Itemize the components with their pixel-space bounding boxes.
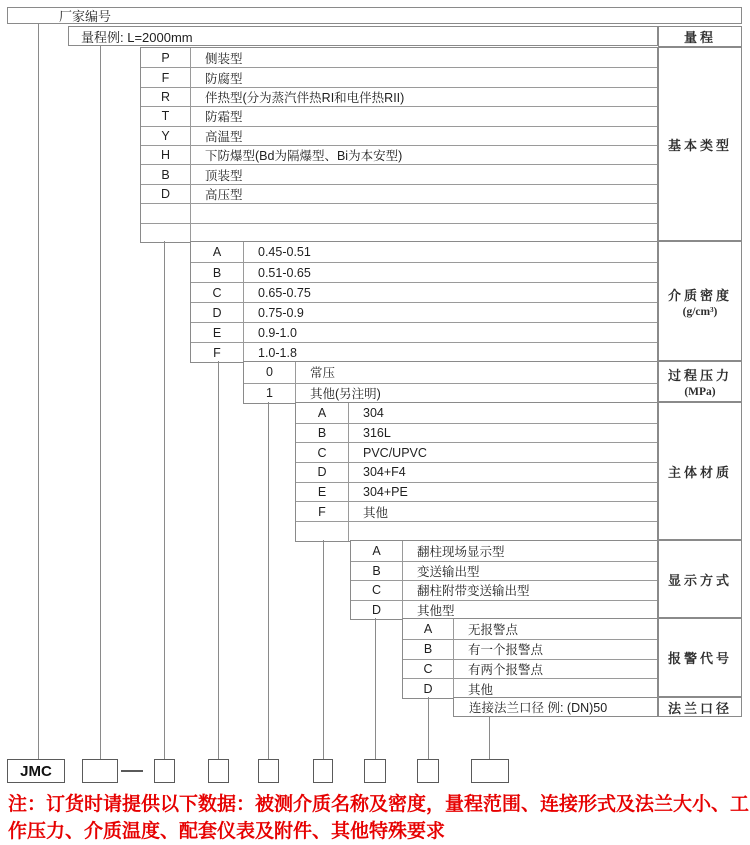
model-box-alarm: [417, 759, 439, 783]
table-row: [296, 462, 657, 482]
code-cell: F: [296, 502, 349, 521]
table-row: [141, 87, 657, 106]
label-display-mode: 显示方式: [658, 540, 742, 618]
section-display-mode: [350, 540, 658, 620]
desc-cell: [349, 522, 657, 541]
section-flange-size: [453, 697, 658, 717]
flange-desc: 连接法兰口径 例: (DN)50: [469, 701, 608, 715]
desc-cell: 无报警点: [468, 622, 519, 637]
model-prefix-box: JMC: [7, 759, 65, 783]
model-box-basic-type: [154, 759, 175, 783]
model-box-density: [208, 759, 229, 783]
table-row: [351, 580, 657, 600]
code-cell: D: [403, 679, 454, 698]
table-row: [191, 242, 657, 262]
table-row: [244, 383, 657, 404]
desc-cell: 翻柱附带变送输出型: [417, 584, 530, 599]
table-row: [403, 678, 657, 698]
desc-cell: 防腐型: [205, 71, 243, 86]
code-cell: D: [351, 601, 403, 620]
table-row: [296, 482, 657, 502]
ordering-note: 注：订货时请提供以下数据：被测介质名称及密度，量程范围、连接形式及法兰大小、工作压力、介质温度、配套仪表及附件、其他特殊要求: [8, 794, 750, 842]
connector-flange: [489, 717, 490, 759]
table-row-empty: [296, 521, 657, 541]
label-body-material: 主体材质: [658, 402, 742, 540]
table-row: [351, 600, 657, 620]
code-cell: B: [351, 562, 403, 581]
label-basic-type: 基本类型: [658, 47, 742, 241]
code-cell: A: [351, 541, 403, 561]
code-cell: A: [191, 242, 244, 262]
table-row: [141, 67, 657, 86]
desc-cell: 变送输出型: [417, 564, 480, 579]
desc-cell: 高压型: [205, 187, 243, 202]
desc-cell: 下防爆型(Bd为隔爆型、Bi为本安型): [205, 149, 403, 164]
model-box-pressure: [258, 759, 279, 783]
model-box-range: [82, 759, 118, 783]
label-medium-density: 介质密度 (g/cm³): [658, 241, 742, 361]
desc-cell: 0.65-0.75: [258, 285, 311, 300]
code-cell: B: [403, 640, 454, 659]
label-range: 量程: [658, 26, 742, 47]
code-cell: 0: [244, 362, 296, 383]
connector-range: [100, 46, 101, 759]
desc-cell: [191, 224, 657, 242]
section-basic-type: [140, 47, 658, 243]
connector-manufacturer: [38, 23, 39, 759]
code-cell: P: [141, 48, 191, 67]
table-row: [141, 48, 657, 67]
section-body-material: [295, 402, 658, 542]
table-row: [141, 164, 657, 183]
code-cell: R: [141, 88, 191, 106]
code-cell: D: [296, 463, 349, 482]
table-row: [191, 322, 657, 342]
code-cell: F: [191, 343, 244, 362]
manufacturer-code-label: 厂家编号: [59, 9, 112, 24]
code-cell: B: [191, 263, 244, 282]
desc-cell: 翻柱现场显示型: [417, 544, 505, 559]
range-example-box: [68, 26, 658, 46]
table-row: [141, 106, 657, 125]
code-cell: A: [403, 619, 454, 639]
connector-display: [375, 618, 376, 759]
desc-cell: 0.75-0.9: [258, 305, 304, 320]
code-cell: C: [191, 283, 244, 302]
desc-cell: 0.9-1.0: [258, 325, 297, 340]
desc-cell: 0.51-0.65: [258, 265, 311, 280]
desc-cell: 防霜型: [205, 110, 243, 125]
connector-density: [218, 361, 219, 759]
desc-cell: 304+PE: [363, 485, 408, 500]
label-process-pressure: 过程压力 (MPa): [658, 361, 742, 402]
table-row: [296, 403, 657, 423]
connector-basic-type: [164, 241, 165, 759]
code-cell: A: [296, 403, 349, 423]
table-row: [244, 362, 657, 383]
table-row: [351, 561, 657, 581]
table-row: [403, 639, 657, 659]
code-cell: B: [296, 424, 349, 443]
code-cell: E: [191, 323, 244, 342]
desc-cell: 侧装型: [205, 51, 243, 66]
code-cell: B: [141, 165, 191, 183]
desc-cell: 316L: [363, 426, 391, 441]
connector-pressure: [268, 402, 269, 759]
code-cell: H: [141, 146, 191, 164]
connector-alarm: [428, 697, 429, 759]
model-dash: [121, 770, 143, 772]
manufacturer-code-box: [7, 7, 742, 24]
table-row: [296, 442, 657, 462]
desc-cell: 其他型: [417, 603, 455, 618]
desc-cell: [191, 204, 657, 222]
code-cell: [296, 522, 349, 541]
code-cell: D: [191, 303, 244, 322]
desc-cell: 有一个报警点: [468, 643, 544, 658]
label-alarm-code: 报警代号: [658, 618, 742, 697]
table-row: [141, 145, 657, 164]
code-cell: T: [141, 107, 191, 125]
table-row: [296, 423, 657, 443]
desc-cell: 有两个报警点: [468, 662, 544, 677]
density-unit: (g/cm³): [682, 305, 718, 318]
table-row-empty: [141, 223, 657, 242]
label-flange-size: 法兰口径: [658, 697, 742, 717]
code-cell: Y: [141, 127, 191, 145]
desc-cell: PVC/UPVC: [363, 445, 427, 460]
code-cell: D: [141, 185, 191, 203]
table-row-empty: [141, 203, 657, 222]
connector-material: [323, 540, 324, 759]
code-cell: [141, 224, 191, 242]
table-row: [191, 302, 657, 322]
table-row: [403, 659, 657, 679]
desc-cell: 304: [363, 405, 384, 420]
table-row: [191, 262, 657, 282]
code-cell: [141, 204, 191, 222]
table-row: [296, 501, 657, 521]
table-row: [141, 184, 657, 203]
desc-cell: 1.0-1.8: [258, 345, 297, 360]
table-row: [403, 619, 657, 639]
code-cell: C: [403, 660, 454, 679]
section-process-pressure: [243, 361, 658, 404]
desc-cell: 顶装型: [205, 168, 243, 183]
table-row: [191, 342, 657, 362]
model-box-flange: [471, 759, 509, 783]
range-example-label: 量程例: L=2000mm: [81, 29, 193, 45]
desc-cell: 高温型: [205, 129, 243, 144]
desc-cell: 伴热型(分为蒸汽伴热RI和电伴热RII): [205, 90, 405, 105]
code-cell: C: [296, 443, 349, 462]
desc-cell: 其他: [468, 682, 494, 697]
code-cell: E: [296, 483, 349, 502]
pressure-unit: (MPa): [684, 386, 716, 398]
code-cell: 1: [244, 384, 296, 404]
code-cell: C: [351, 581, 403, 600]
code-cell: F: [141, 68, 191, 86]
model-box-display: [364, 759, 386, 783]
desc-cell: 其他(另注明): [310, 387, 381, 402]
desc-cell: 其他: [363, 505, 389, 520]
table-row: [351, 541, 657, 561]
desc-cell: 常压: [310, 366, 336, 381]
desc-cell: 0.45-0.51: [258, 245, 311, 259]
table-row: [141, 126, 657, 145]
section-medium-density: [190, 241, 658, 363]
table-row: [191, 282, 657, 302]
desc-cell: 304+F4: [363, 465, 406, 480]
section-alarm-code: [402, 618, 658, 699]
model-box-material: [313, 759, 333, 783]
